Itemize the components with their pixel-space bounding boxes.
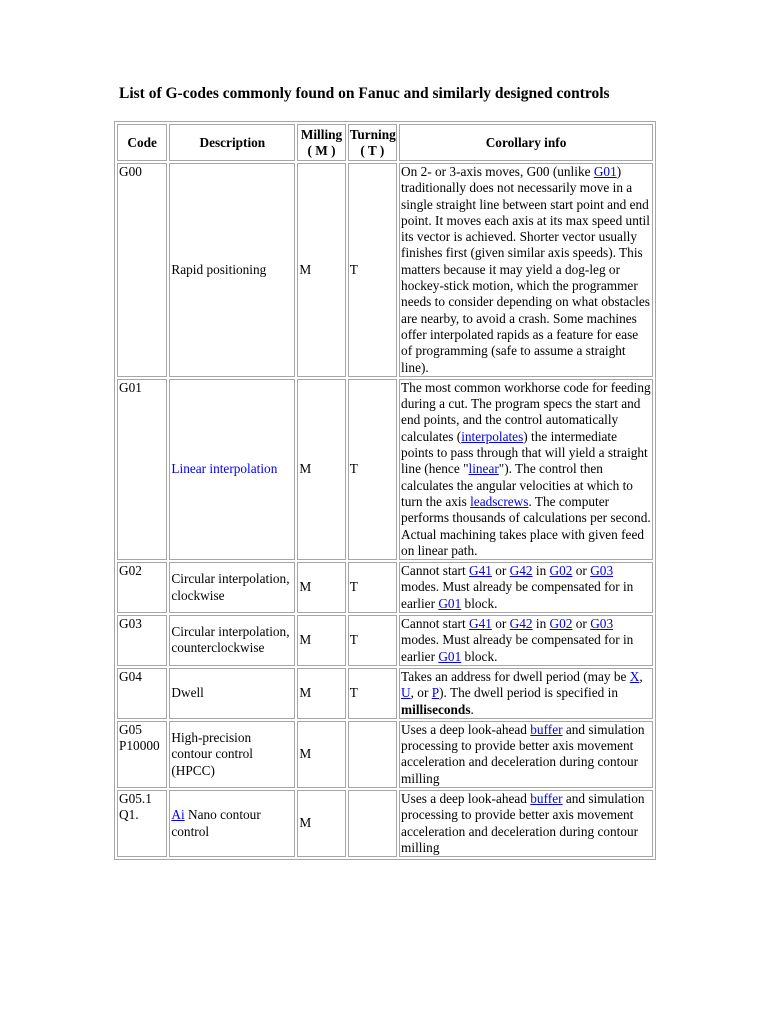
link-g03[interactable]: G03 [590, 563, 614, 579]
milling-cell: M [297, 721, 345, 788]
info-text: and simulation processing to provide better axis movement acceleration and deceleration during contour milling [401, 721, 645, 786]
code-value: G04 [119, 668, 142, 684]
milling-cell: M [297, 562, 345, 613]
description-cell: Circular interpolation, clockwise [169, 562, 295, 613]
link-g42[interactable]: G42 [509, 616, 533, 632]
link-g01[interactable]: G01 [593, 164, 617, 179]
milling-cell: M [297, 379, 345, 560]
description-cell [169, 379, 295, 560]
link-g03[interactable]: G03 [590, 616, 614, 632]
info-text: Cannot start [401, 616, 469, 632]
info-bold-text: milliseconds [401, 701, 471, 717]
milling-cell: M [297, 790, 345, 857]
info-text: ). The dwell period is specified in [439, 685, 618, 701]
corollary-cell [399, 721, 653, 788]
header-milling [297, 124, 345, 161]
link-ai[interactable]: Ai [171, 807, 185, 823]
table-row [117, 790, 653, 857]
info-text: The most common workhorse code for feeding during a cut. The program specs the start and end points, and the control automatically calculates ( [401, 379, 651, 444]
table-row [117, 379, 653, 560]
info-text: block. [461, 595, 498, 611]
info-text: or [491, 616, 510, 632]
table-header-row [117, 124, 653, 161]
info-text: , [639, 668, 643, 684]
code-value: G02 [119, 563, 142, 579]
code-value-line2: P10000 [119, 738, 160, 754]
header-turning [348, 124, 397, 161]
code-value: G05.1 [119, 790, 152, 806]
page-title: List of G-codes commonly found on Fanuc and similarly designed controls [119, 85, 610, 102]
corollary-cell [399, 163, 653, 377]
description-cell: Rapid positioning [169, 163, 295, 377]
link-g41[interactable]: G41 [469, 616, 492, 632]
link-buffer[interactable]: buffer [530, 721, 563, 737]
description-cell: High-precision contour control (HPCC) [169, 721, 295, 788]
turning-cell: T [348, 562, 397, 613]
header-description: Description [169, 124, 295, 161]
milling-cell: M [297, 668, 345, 719]
milling-cell: M [297, 163, 345, 377]
code-value-line2: Q1. [119, 807, 139, 823]
info-text: . [470, 701, 474, 717]
code-value: G01 [119, 379, 142, 395]
code-cell [117, 721, 167, 788]
link-buffer[interactable]: buffer [530, 790, 563, 806]
info-text: modes. Must already be compensated for in earlier [401, 632, 634, 664]
link-interpolates[interactable]: interpolates [461, 428, 524, 444]
table-row [117, 562, 653, 613]
info-text: . The computer performs thousands of calculations per second. Actual machining takes place with given feed on linear path. [401, 493, 651, 558]
header-turning-line2: ( T ) [360, 142, 385, 158]
info-text: or [572, 563, 591, 579]
info-text: ) traditionally does not necessarily move in a single straight line between start point and end point. It moves each axis at its max speed until its vector is achieved. Shorter vector usually finishes first (given similar axis speeds). This matters because it may yield a dog-leg or hockey-stick motion, which the programmer needs to consider depending on what obstacles are nearby, to avoid a crash. Some machines offer interpolated rapids as a feature for ease of programming (safe to assume a straight line). [401, 164, 650, 375]
info-text: Uses a deep look-ahead [401, 790, 531, 806]
header-code: Code [117, 124, 167, 161]
header-milling-line1: Milling [300, 127, 343, 142]
turning-cell: T [348, 668, 397, 719]
code-cell [117, 379, 167, 560]
corollary-cell [399, 668, 653, 719]
info-text: or [491, 563, 510, 579]
table-row [117, 721, 653, 788]
info-text: in [532, 616, 550, 632]
header-milling-line2: ( M ) [307, 142, 336, 158]
code-value: G00 [119, 164, 142, 179]
info-text: block. [461, 648, 498, 664]
info-text: Cannot start [401, 563, 469, 579]
link-g01[interactable]: G01 [438, 648, 462, 664]
code-cell [117, 668, 167, 719]
link-g42[interactable]: G42 [509, 563, 533, 579]
turning-cell [348, 721, 397, 788]
link-g41[interactable]: G41 [469, 563, 492, 579]
table-row [117, 163, 653, 377]
info-text: "). The control then calculates the angular velocities at which to turn the axis [401, 461, 633, 509]
corollary-cell [399, 615, 653, 666]
description-cell [169, 790, 295, 857]
code-value: G05 [119, 721, 142, 737]
code-cell [117, 163, 167, 377]
turning-cell: T [348, 163, 397, 377]
code-cell [117, 615, 167, 666]
link-leadscrews[interactable]: leadscrews [470, 493, 529, 509]
info-text: and simulation processing to provide better axis movement acceleration and deceleration during contour milling [401, 790, 645, 855]
link-x[interactable]: X [629, 668, 640, 684]
corollary-cell [399, 790, 653, 857]
description-cell: Circular interpolation, counterclockwise [169, 615, 295, 666]
code-value: G03 [119, 616, 142, 632]
description-text: Nano contour control [171, 807, 261, 839]
table-row [117, 668, 653, 719]
header-turning-line1: Turning [349, 127, 396, 142]
link-u[interactable]: U [401, 685, 411, 701]
gcode-table [114, 121, 656, 860]
info-text: On 2- or 3-axis moves, G00 (unlike [401, 164, 594, 179]
turning-cell: T [348, 615, 397, 666]
turning-cell: T [348, 379, 397, 560]
table-row [117, 615, 653, 666]
link-g02[interactable]: G02 [549, 563, 573, 579]
info-text: or [572, 616, 591, 632]
corollary-cell [399, 379, 653, 560]
header-corollary: Corollary info [399, 124, 653, 161]
info-text: in [532, 563, 550, 579]
info-text: , or [410, 685, 432, 701]
link-linear[interactable]: linear [468, 461, 499, 477]
link-p[interactable]: P [431, 685, 440, 701]
code-cell [117, 790, 167, 857]
info-text: Uses a deep look-ahead [401, 721, 531, 737]
milling-cell: M [297, 615, 345, 666]
description-cell: Dwell [169, 668, 295, 719]
turning-cell [348, 790, 397, 857]
link-g01[interactable]: G01 [438, 595, 462, 611]
link-g02[interactable]: G02 [549, 616, 573, 632]
info-text: modes. Must already be compensated for in earlier [401, 579, 634, 611]
info-text: ) the intermediate points to pass through that will yield a straight line (hence " [401, 428, 648, 477]
link-linear-interpolation[interactable]: Linear interpolation [171, 461, 278, 477]
code-cell [117, 562, 167, 613]
corollary-cell [399, 562, 653, 613]
info-text: Takes an address for dwell period (may be [401, 668, 630, 684]
